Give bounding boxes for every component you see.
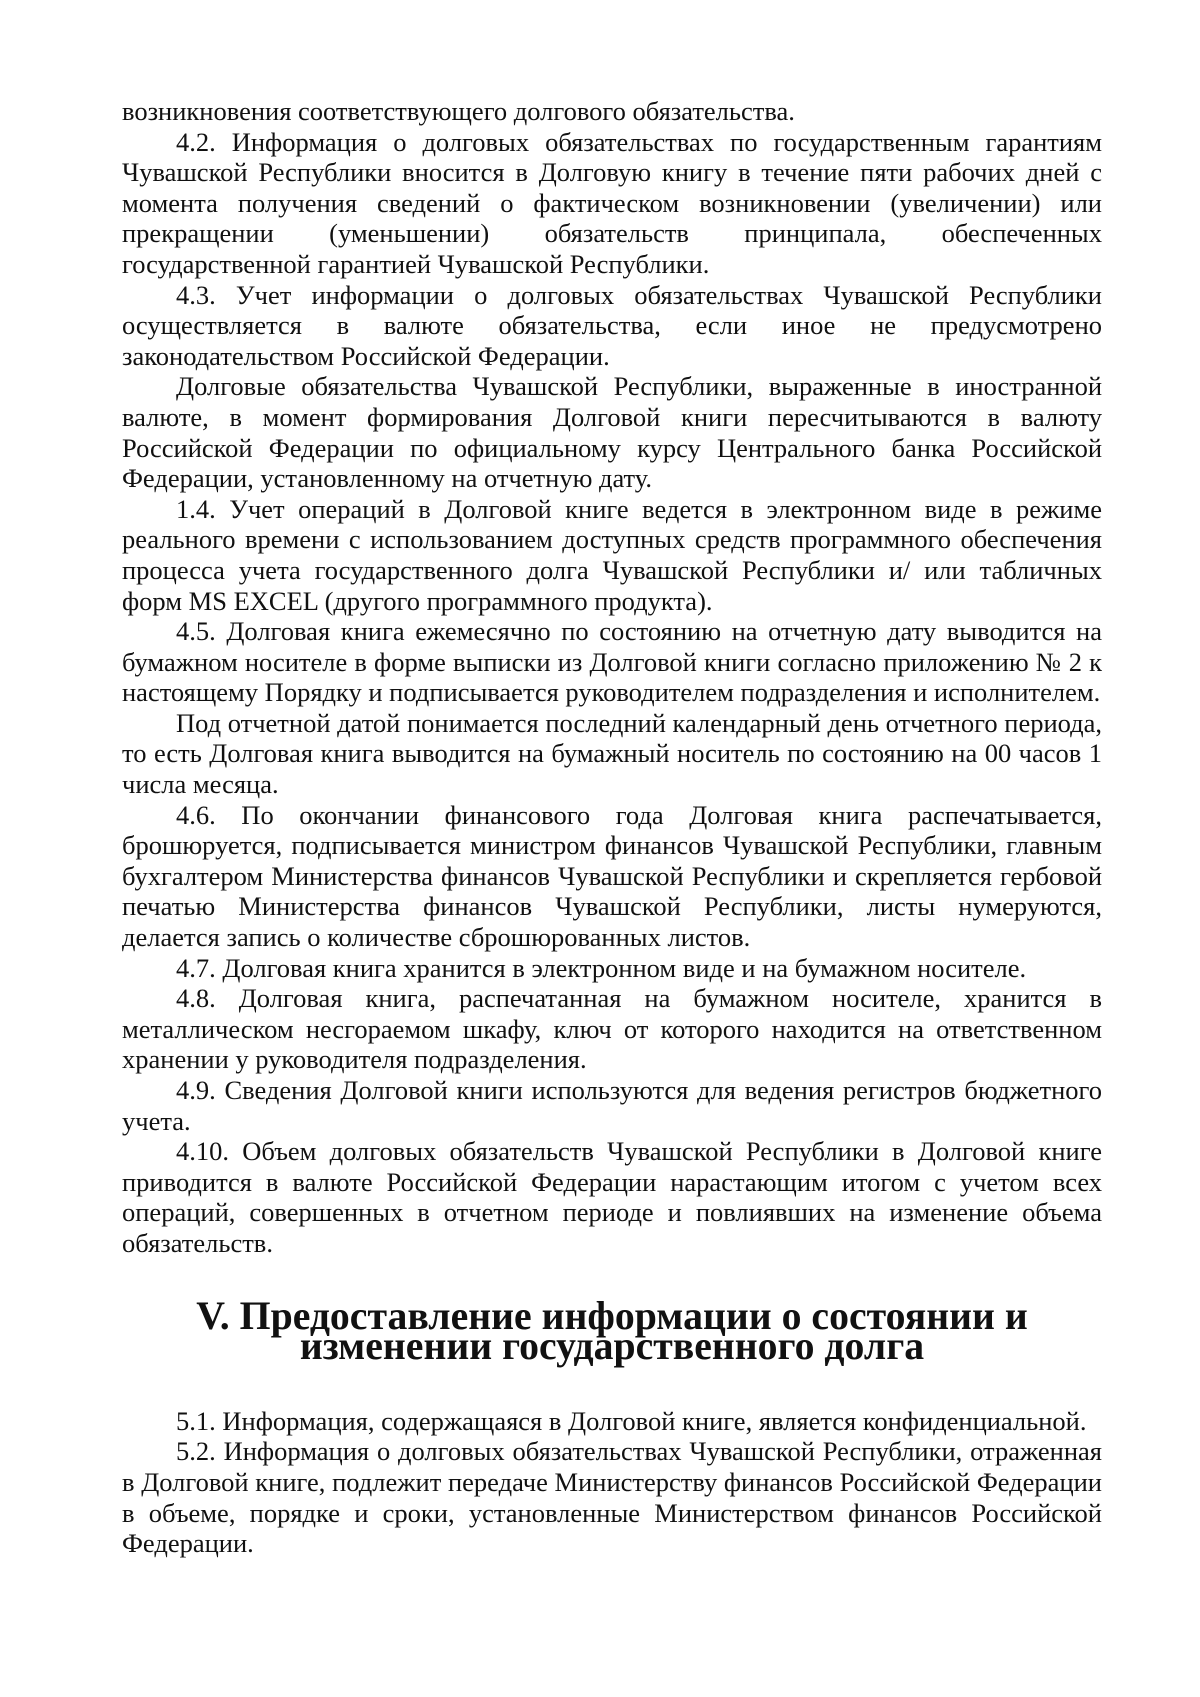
paragraph-5-1: 5.1. Информация, содержащаяся в Долговой книге, является конфиденциальной. [176,1405,1087,1436]
paragraph-5-2: 5.2. Информация о долговых обязательствах Чувашской Республики, отраженная в Долговой книге, подлежит передаче Министерству финансов Российской Федерации в объеме, порядке и сроки, установленные Министерством финансов Российской Федерации. [122,1436,1102,1559]
paragraph-1-4: 1.4. Учет операций в Долговой книге ведется в электронном виде в режиме реального времени с использованием доступных средств программного обеспечения процесса учета государственного долга Чувашской Республики и/ или табличных форм MS EXCEL (другого программного продукта). [122,493,1102,616]
document-page [122,96,1102,1559]
section-5-title: V. Предоставление информации о состоянии и изменении государственного долга [196,1293,1028,1369]
paragraph-4-6: 4.6. По окончании финансового года Долговая книга распечатывается, брошюруется, подписывается министром финансов Чувашской Республики, главным бухгалтером Министерства финансов Чувашской Республики и скрепляется гербовой печатью Министерства финансов Чувашской Республики, листы нумеруются, делается запись о количестве сброшюрованных листов. [122,799,1102,953]
paragraph-4-7: 4.7. Долговая книга хранится в электронном виде и на бумажном носителе. [176,952,1027,983]
paragraph-continuation: возникновения соответствующего долгового обязательства. [122,96,795,126]
paragraph-4-3: 4.3. Учет информации о долговых обязательствах Чувашской Республики осуществляется в валюте обязательства, если иное не предусмотрено законодательством Российской Федерации. [122,279,1102,371]
paragraph-4-5: 4.5. Долговая книга ежемесячно по состоянию на отчетную дату выводится на бумажном носителе в форме выписки из Долговой книги согласно приложению № 2 к настоящему Порядку и подписывается руководителем подразделения и исполнителем. [122,616,1102,708]
paragraph-4-8: 4.8. Долговая книга, распечатанная на бумажном носителе, хранится в металлическом несгораемом шкафу, ключ от которого находится на ответственном хранении у руководителя подразделения. [122,983,1102,1075]
paragraph-4-3-currency: Долговые обязательства Чувашской Республики, выраженные в иностранной валюте, в момент формирования Долговой книги пересчитываются в валюту Российской Федерации по официальному курсу Центрального банка Российской Федерации, установленному на отчетную дату. [122,371,1102,494]
paragraph-4-10: 4.10. Объем долговых обязательств Чувашской Республики в Долговой книге приводится в валюте Российской Федерации нарастающим итогом с учетом всех операций, совершенных в отчетном периоде и повлиявших на изменение объема обязательств. [122,1136,1102,1258]
paragraph-4-2: 4.2. Информация о долговых обязательствах по государственным гарантиям Чувашской Республики вносится в Долговую книгу в течение пяти рабочих дней с момента получения сведений о фактическом возникновении (увеличении) или прекращении (уменьшении) обязательств принципала, обеспеченных государственной гарантией Чувашской Республики. [122,126,1102,279]
paragraph-4-9: 4.9. Сведения Долговой книги используются для ведения регистров бюджетного учета. [122,1075,1102,1136]
paragraph-4-5-reporting-date: Под отчетной датой понимается последний календарный день отчетного периода, то есть Долговая книга выводится на бумажный носитель по состоянию на 00 часов 1 числа месяца. [122,707,1102,800]
